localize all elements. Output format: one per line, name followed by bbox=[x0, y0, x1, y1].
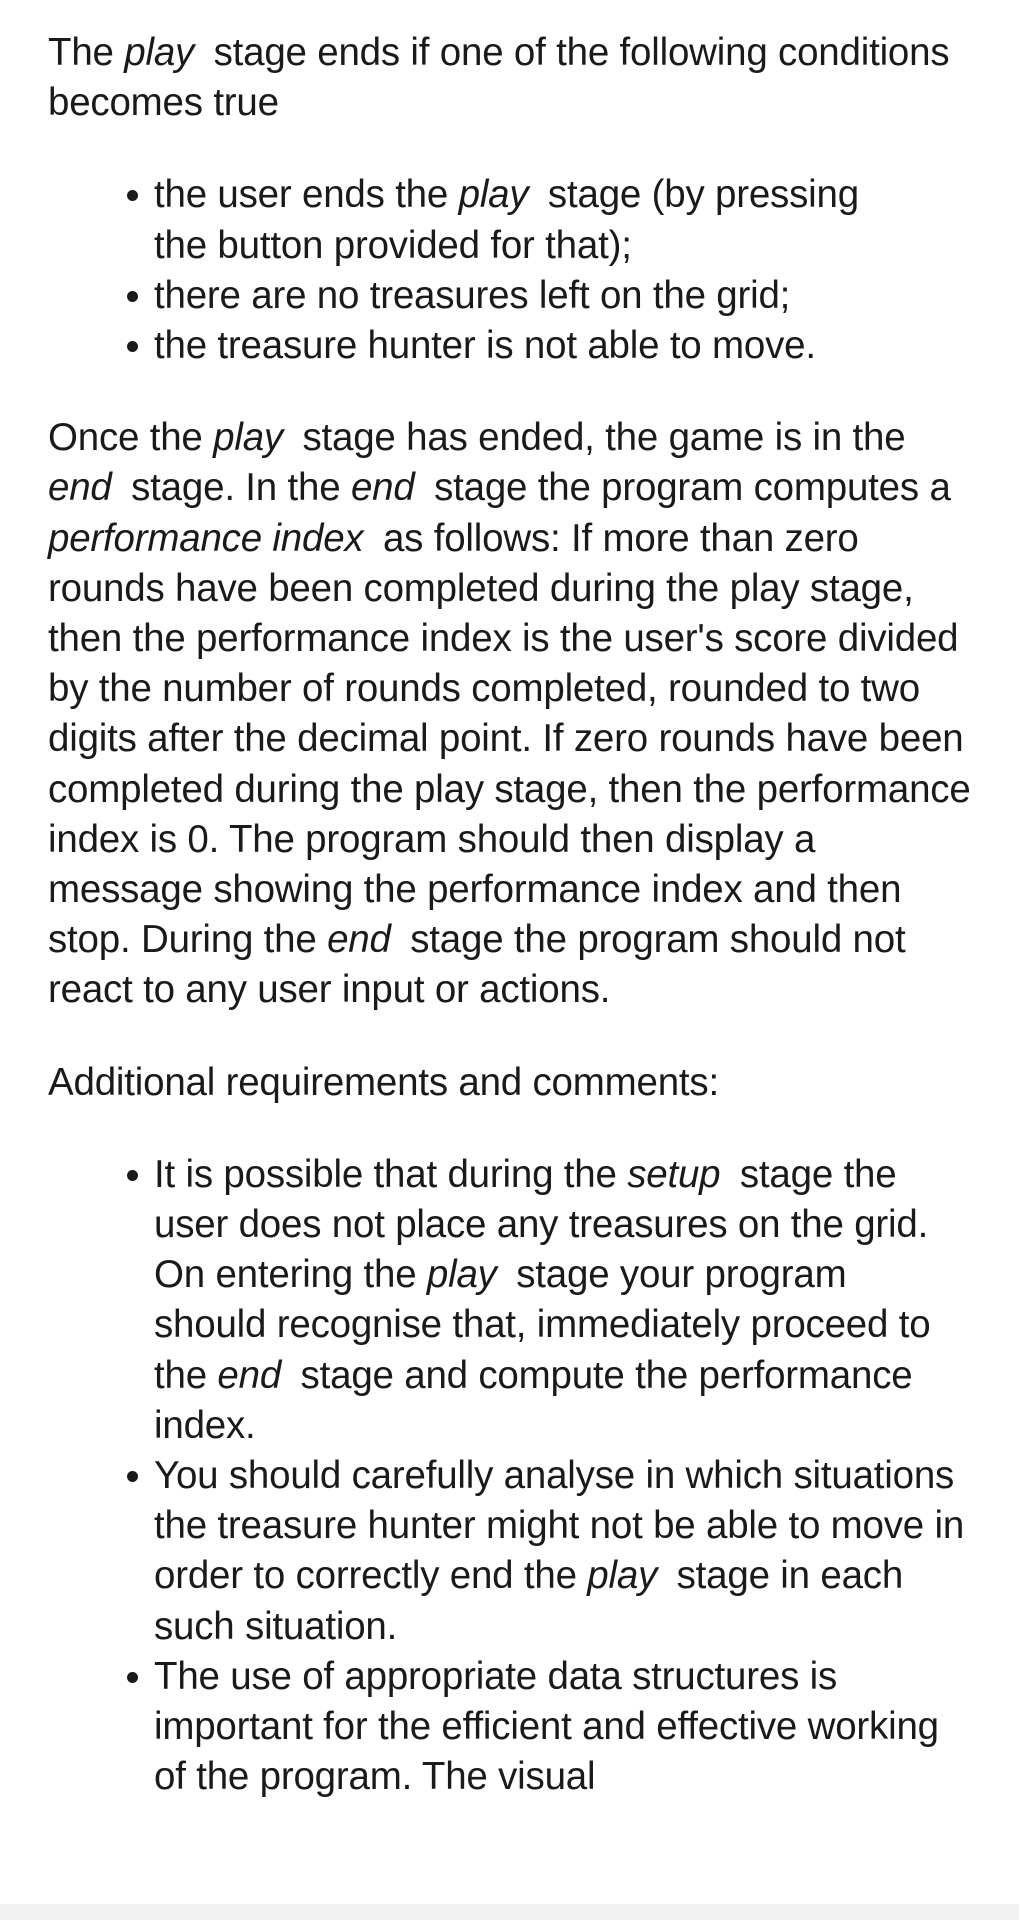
text: there are no treasures left on the grid; bbox=[154, 273, 791, 317]
paragraph-additional-requirements bbox=[48, 1058, 978, 1108]
emphasis: end bbox=[48, 466, 112, 510]
list-item bbox=[154, 170, 978, 270]
text: Additional requirements and comments: bbox=[48, 1060, 719, 1104]
text: Once the bbox=[48, 416, 214, 460]
text: stage in each such situation. bbox=[154, 1554, 904, 1648]
list-item bbox=[154, 1652, 978, 1803]
emphasis: performance index bbox=[48, 516, 364, 560]
text: as follows: If more than zero rounds have been completed during the play stage, then the performance index is the user's score divided by the number of rounds completed, rounded to two digits after the decimal point. If zero rounds have been completed during the play stage, then the performance index is 0. The program should then display a message showing the performance index and then stop. During the bbox=[48, 516, 971, 962]
paragraph-end-stage bbox=[48, 413, 978, 1015]
text: stage and compute the performance index. bbox=[154, 1353, 913, 1447]
text: stage the program should not react to any user input or actions. bbox=[48, 918, 906, 1012]
document-body bbox=[48, 28, 978, 1803]
list-item bbox=[154, 1451, 978, 1652]
text: stage ends if one of the following conditions becomes true bbox=[48, 31, 950, 125]
text: The use of appropriate data structures is important for the efficient and effective working of the program. The visual bbox=[154, 1654, 939, 1799]
emphasis: play bbox=[458, 173, 529, 217]
bottom-edge bbox=[0, 1904, 1019, 1920]
text: stage has ended, the game is in the bbox=[291, 416, 906, 460]
emphasis: play bbox=[124, 31, 195, 74]
text: The bbox=[48, 31, 125, 74]
emphasis: end bbox=[327, 918, 391, 962]
list-item bbox=[154, 321, 978, 371]
text: stage your program should recognise that, immediately proceed to the bbox=[154, 1253, 931, 1397]
emphasis: end bbox=[217, 1353, 282, 1397]
text: stage (by pressing the button provided for that); bbox=[154, 173, 859, 267]
text: It is possible that during the bbox=[154, 1152, 628, 1196]
text: stage. In the bbox=[120, 466, 351, 510]
text: stage the user does not place any treasures on the grid. On entering the bbox=[154, 1152, 929, 1297]
text: You should carefully analyse in which situations the treasure hunter might not be able to move in order to correctly end the bbox=[154, 1454, 965, 1598]
conditions-list bbox=[48, 170, 978, 371]
emphasis: play bbox=[426, 1253, 497, 1297]
paragraph-play-stage-end bbox=[48, 28, 978, 128]
list-item bbox=[154, 1150, 978, 1451]
text: stage the program computes a bbox=[423, 466, 951, 510]
text: the treasure hunter is not able to move. bbox=[154, 324, 816, 368]
emphasis: setup bbox=[627, 1152, 721, 1196]
emphasis: play bbox=[587, 1554, 658, 1598]
requirements-list bbox=[48, 1150, 978, 1803]
list-item bbox=[154, 271, 978, 321]
emphasis: end bbox=[350, 466, 415, 510]
emphasis: play bbox=[213, 416, 283, 460]
text: the user ends the bbox=[154, 173, 459, 217]
